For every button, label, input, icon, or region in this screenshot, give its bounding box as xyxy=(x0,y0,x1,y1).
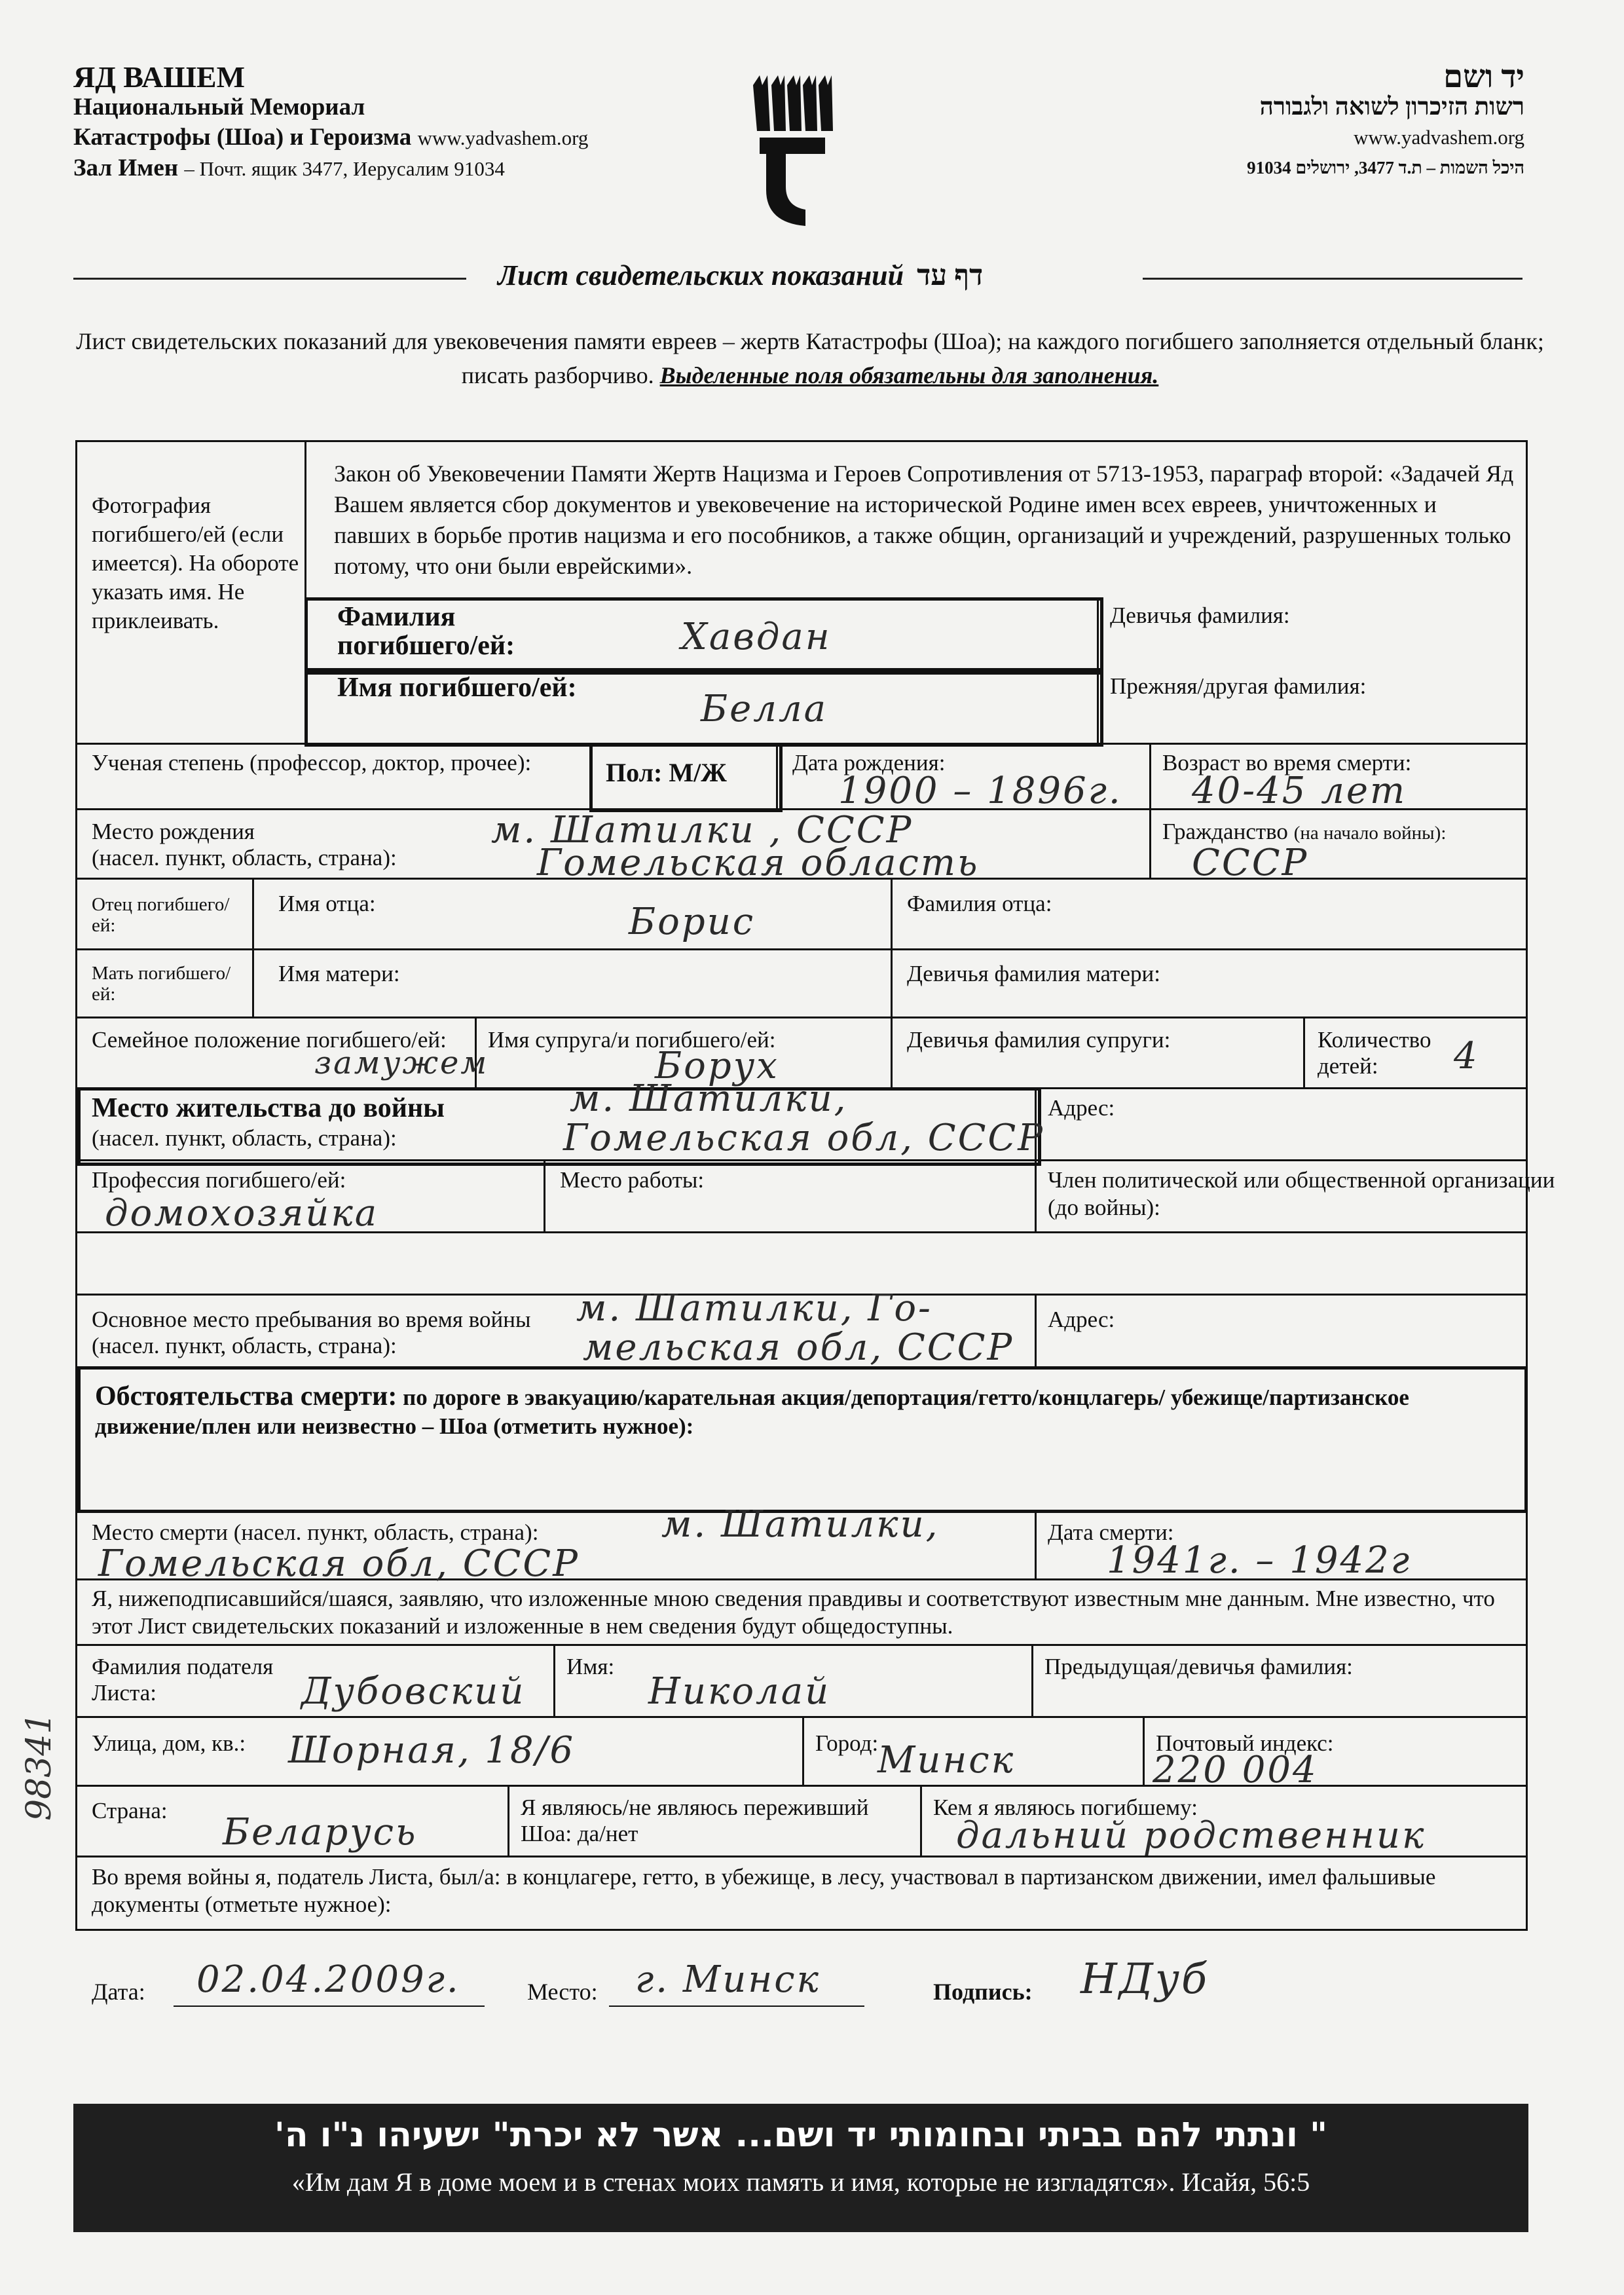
intro-required: Выделенные поля обязательны для заполнения. xyxy=(659,362,1159,388)
birthdate-label: Дата рождения: xyxy=(792,750,946,775)
age-value[interactable]: 40-45 лет xyxy=(1192,770,1407,812)
profession-label: Профессия погибшего/ей: xyxy=(92,1167,346,1193)
place-line xyxy=(609,2006,864,2007)
zip-value[interactable]: 220 004 xyxy=(1153,1749,1318,1791)
surname-label: Фамилия погибшего/ей: xyxy=(337,602,515,661)
country-label: Страна: xyxy=(92,1798,168,1823)
title-rule-left xyxy=(73,278,466,280)
intro-text: Лист свидетельских показаний для увековечения памяти евреев – жертв Катастрофы (Шоа); на каждого погибшего заполняется отдельный бланк; писать разборчиво. xyxy=(76,328,1544,388)
place-value[interactable]: г. Минск xyxy=(635,1958,821,2001)
survivor-label: Я являюсь/не являюсь переживший Шоа: да/нет xyxy=(521,1795,869,1846)
wartime-address-label: Адрес: xyxy=(1048,1307,1115,1332)
children-label: Количество детей: xyxy=(1318,1027,1431,1079)
member-sub: (до войны): xyxy=(1048,1195,1160,1220)
header-ru xyxy=(73,62,588,184)
mother-maiden-label: Девичья фамилия матери: xyxy=(907,961,1160,986)
maiden-label: Девичья фамилия: xyxy=(1110,603,1290,628)
wartime-label: Основное место пребывания во время войны (насел. пункт, область, страна): xyxy=(92,1307,531,1358)
zip-label: Почтовый индекс: xyxy=(1156,1730,1334,1756)
deathplace-label: Место смерти (насел. пункт, область, страна): xyxy=(92,1520,539,1545)
org-line2-ru: Катастрофы (Шоа) и Героизма xyxy=(73,124,412,151)
marital-value[interactable]: замужем xyxy=(314,1045,489,1081)
profession-value[interactable]: домохозяйка xyxy=(105,1192,379,1235)
side-number: 98341 xyxy=(20,1712,59,1821)
age-label: Возраст во время смерти: xyxy=(1162,750,1412,775)
wartime-value-2[interactable]: мельская обл, СССР xyxy=(583,1326,1014,1369)
circumstances xyxy=(95,1382,1503,1441)
father-label: Отец погибшего/ей: xyxy=(92,894,230,936)
org-line1-he: רשות הזיכרון לשואה ולגבורה xyxy=(1259,94,1524,121)
org-name-ru: ЯД ВАШЕМ xyxy=(73,60,245,94)
father-name-value[interactable]: Борис xyxy=(629,901,756,943)
father-name-label: Имя отца: xyxy=(278,891,376,916)
name-label: Имя погибшего/ей: xyxy=(337,673,577,703)
country-value[interactable]: Беларусь xyxy=(223,1811,418,1854)
during-war: Во время войны я, податель Листа, был/а: в концлагере, гетто, в убежище, в лесу, участвовал в партизанском движении, имел фальшивые документы (отметьте нужное): xyxy=(92,1864,1436,1917)
deathplace-value-1[interactable]: м. Шатилки, xyxy=(661,1503,940,1546)
residence-value-1[interactable]: м. Шатилки, xyxy=(570,1077,848,1120)
birthplace-sub: (насел. пункт, область, страна): xyxy=(92,845,397,870)
marital-label: Семейное положение погибшего/ей: xyxy=(92,1027,447,1053)
mother-name-label: Имя матери: xyxy=(278,961,400,986)
place-label: Место: xyxy=(527,1979,598,2005)
surname-value[interactable]: Хавдан xyxy=(681,616,832,658)
deathdate-value[interactable]: 1941г. – 1942г xyxy=(1107,1539,1412,1582)
citizenship-label: Гражданство xyxy=(1162,819,1288,844)
degree-label: Ученая степень (профессор, доктор, прочее): xyxy=(92,750,532,775)
spouse-maiden-label: Девичья фамилия супруги: xyxy=(907,1027,1171,1053)
law-text: Закон об Увековечении Памяти Жертв Нацизма и Героев Сопротивления от 5713-1953, параграф второй: «Задачей Яд Вашем является сбор документов и увековечение на исторической Родине имен всех евреев, уничтоженных и павших в борьбе против нацизма и его пособников, а также общин, организаций и учреждений, разрушенных только потому, что они были еврейскими». xyxy=(334,460,1514,579)
father-surname-label: Фамилия отца: xyxy=(907,891,1052,916)
residence-sub: (насел. пункт, область, страна): xyxy=(92,1125,397,1151)
relation-value[interactable]: дальний родственник xyxy=(956,1814,1426,1857)
document-title xyxy=(498,259,983,292)
addr-he: היכל השמות – ת.ד 3477, ירושלים 91034 xyxy=(1247,158,1524,177)
residence-label: Место жительства до войны xyxy=(92,1093,445,1123)
birthplace-value-2[interactable]: Гомельская область xyxy=(537,842,980,884)
date-label: Дата: xyxy=(92,1979,145,2005)
sex-label: Пол: М/Ж xyxy=(606,758,727,787)
birthplace-value-1[interactable]: м. Шатилки , СССР xyxy=(491,809,913,851)
quote-ru: «Им дам Я в доме моем и в стенах моих память и имя, которые не изгладятся». Исайя, 56:5 xyxy=(291,2167,1310,2197)
quote-banner xyxy=(73,2104,1528,2232)
submitter-surname-value[interactable]: Дубовский xyxy=(301,1670,526,1713)
prev-surname-label: Прежняя/другая фамилия: xyxy=(1110,673,1367,699)
title-ru: Лист свидетельских показаний xyxy=(498,259,904,291)
hall-ru: Зал Имен xyxy=(73,155,179,181)
header-he xyxy=(1247,62,1524,183)
street-label: Улица, дом, кв.: xyxy=(92,1730,246,1756)
birthdate-value[interactable]: 1900 – 1896г. xyxy=(838,770,1122,812)
org-line1-ru: Национальный Мемориал xyxy=(73,94,365,121)
quote-he: " ונתתי להם בביתי ובחומותי יד ושם... אשר לא יכרת" ישעיהו נ"ו ה' xyxy=(274,2116,1328,2155)
citizenship-value[interactable]: СССР xyxy=(1192,842,1309,884)
deathdate-label: Дата смерти: xyxy=(1048,1520,1174,1545)
birthplace-label: Место рождения xyxy=(92,819,255,844)
citizenship-sub: (на начало войны): xyxy=(1293,823,1447,844)
street-value[interactable]: Шорная, 18/6 xyxy=(288,1729,576,1772)
circumstances-text: по дороге в эвакуацию/карательная акция/депортация/гетто/концлагерь/ убежище/партизанское движение/плен или неизвестно – Шоа (отметить нужное): xyxy=(95,1385,1409,1439)
wartime-value-1[interactable]: м. Шатилки, Го- xyxy=(576,1287,932,1330)
residence-address-label: Адрес: xyxy=(1048,1095,1115,1121)
intro xyxy=(73,324,1547,392)
relation-label: Кем я являюсь погибшему: xyxy=(933,1795,1198,1820)
workplace-label: Место работы: xyxy=(560,1167,705,1193)
name-value[interactable]: Белла xyxy=(701,688,828,730)
mother-label: Мать погибшего/ей: xyxy=(92,963,231,1005)
title-rule-right xyxy=(1143,278,1522,280)
residence-value-2[interactable]: Гомельская обл, СССР xyxy=(563,1117,1044,1159)
children-value[interactable]: 4 xyxy=(1454,1035,1479,1077)
signature[interactable]: НДуб xyxy=(1080,1955,1209,2004)
date-line xyxy=(174,2006,485,2007)
yad-vashem-logo xyxy=(747,72,838,229)
circumstances-label: Обстоятельства смерти: xyxy=(95,1381,397,1411)
org-name-he: יד ושם xyxy=(1443,60,1524,94)
submitter-name-value[interactable]: Николай xyxy=(648,1670,831,1713)
spouse-value[interactable]: Борух xyxy=(655,1045,779,1087)
date-value[interactable]: 02.04.2009г. xyxy=(196,1958,460,2001)
sign-label: Подпись: xyxy=(933,1979,1033,2005)
photo-label: Фотография погибшего/ей (если имеется). На обороте указать имя. Не приклеивать. xyxy=(92,493,299,633)
declaration: Я, нижеподписавшийся/шаяся, заявляю, что изложенные мною сведения правдивы и соответствуют известным мне данным. Мне известно, что этот Лист свидетельских показаний и изложенные в нем сведения будут общедоступны. xyxy=(92,1586,1495,1639)
member-label: Член политической или общественной организации xyxy=(1048,1167,1555,1193)
site-he: www.yadvashem.org xyxy=(1354,126,1524,149)
spouse-label: Имя супруга/и погибшего/ей: xyxy=(488,1027,776,1053)
title-he: דף עד xyxy=(917,259,984,291)
submitter-name-label: Имя: xyxy=(566,1654,615,1679)
deathplace-value-2[interactable]: Гомельская обл, СССР xyxy=(98,1542,580,1585)
addr-ru: – Почт. ящик 3477, Иерусалим 91034 xyxy=(184,157,505,180)
submitter-prev-label: Предыдущая/девичья фамилия: xyxy=(1044,1654,1353,1679)
city-label: Город: xyxy=(815,1730,879,1756)
site-ru: www.yadvashem.org xyxy=(417,126,589,149)
submitter-surname-label: Фамилия подателя Листа: xyxy=(92,1654,274,1706)
city-value[interactable]: Минск xyxy=(877,1739,1016,1782)
